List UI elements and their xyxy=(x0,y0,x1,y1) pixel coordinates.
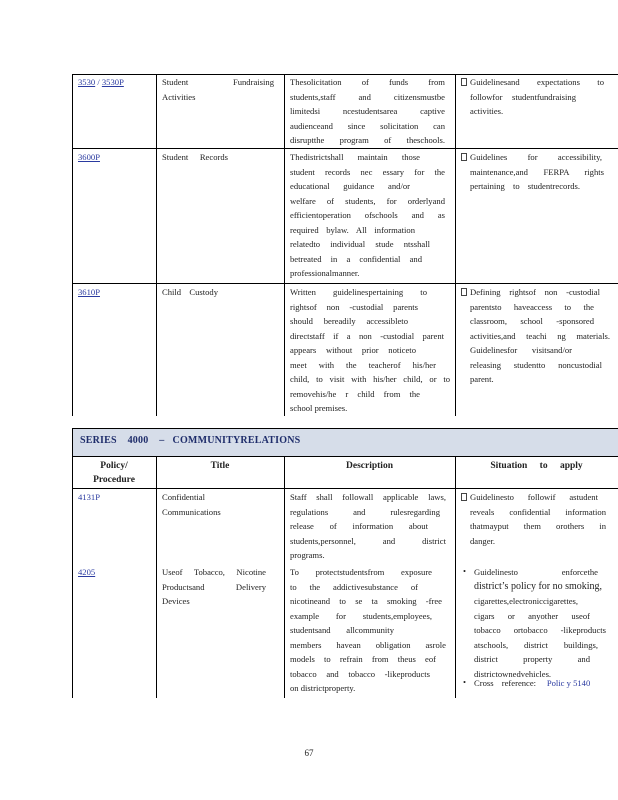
page-number: 67 xyxy=(304,748,314,758)
text-line: Student Records xyxy=(162,152,228,162)
text-line: Thedistrictshall maintain those xyxy=(290,152,420,162)
text-line: removehis/he r child from the xyxy=(290,388,420,399)
description-cell xyxy=(290,150,445,281)
title-cell xyxy=(162,75,274,104)
text-line: Staff shall followall applicable laws, xyxy=(290,492,446,502)
situation-cell xyxy=(470,285,610,387)
text-line: maintenance,and FERPA rights xyxy=(470,166,604,177)
text-line: Guidelines for accessibility, xyxy=(470,152,602,162)
policy-code-cell xyxy=(78,490,154,505)
description-cell xyxy=(290,285,452,416)
row-line xyxy=(72,283,618,284)
policy-code-cell xyxy=(78,285,154,300)
text-line: audienceand since solicitation can xyxy=(290,120,445,131)
text-line: directstaff if a non -custodial parent xyxy=(290,330,444,341)
title-cell xyxy=(162,565,266,609)
text-line: releasing studentto noncustodial xyxy=(470,359,602,370)
text-line: models to refrain from theus eof xyxy=(290,654,436,664)
text-line: district’s policy for no smoking, xyxy=(474,580,603,592)
text-line: programs. xyxy=(290,550,325,560)
cross-reference-label: Cross reference: xyxy=(474,678,537,688)
text-line: limitedsi ncestudentsarea captive xyxy=(290,106,445,116)
text-line: districtownedvehicles. xyxy=(474,668,552,679)
text-line: Guidelinesto enforcethe xyxy=(474,567,598,577)
text-line: pertaining to studentrecords. xyxy=(470,181,580,191)
text-line: classroom, school -sponsored xyxy=(470,316,594,326)
description-cell xyxy=(290,75,445,148)
text-line: studentsand allcommunity xyxy=(290,625,394,635)
text-line: example for students,employees, xyxy=(290,610,432,621)
header-text: Policy/ xyxy=(100,461,128,471)
policy-link[interactable]: 3610P xyxy=(78,287,100,297)
header-situation: Situation to apply xyxy=(490,461,583,471)
text-line: atschools, district buildings, xyxy=(474,639,598,650)
text-line: Guidelinesand expectations to xyxy=(470,77,604,87)
text-line: child, to visit with his/her child, or to xyxy=(290,374,450,384)
series-number: 4000 xyxy=(127,435,149,446)
policy-link[interactable]: 3530 xyxy=(78,77,96,87)
text-line: cigars or anyother useof xyxy=(474,610,590,621)
text-line: Activities xyxy=(162,91,196,102)
situation-cell xyxy=(470,75,604,119)
header-text: Procedure xyxy=(93,475,135,485)
text-line: nicotineand to se ta smoking -free xyxy=(290,596,442,606)
text-line: To protectstudentsfrom exposure xyxy=(290,567,432,577)
box-bullet-icon xyxy=(461,153,467,161)
policy-code-cell xyxy=(78,150,154,165)
text-line: activities,and teachi ng materials. xyxy=(470,330,610,341)
text-line: should bereadily accessibleto xyxy=(290,316,408,326)
text-line: school premises. xyxy=(290,403,348,413)
text-line: on districtproperty. xyxy=(290,683,356,693)
text-line: efficientoperation ofschools and as xyxy=(290,210,445,220)
header-title: Title xyxy=(210,461,230,471)
text-line: disruptthe program of theschools. xyxy=(290,135,445,145)
row-line xyxy=(72,488,618,489)
header-policy xyxy=(72,459,156,487)
text-line: relatedto individual stude ntsshall xyxy=(290,239,430,249)
text-line: appears without prior noticeto xyxy=(290,345,416,355)
text-line: regulations and rulesregarding xyxy=(290,506,440,517)
col-line xyxy=(284,74,285,416)
policy-code: 4131P xyxy=(78,492,100,502)
text-line: Guidelinesfor visitsand/or xyxy=(470,345,572,355)
text-line: students,personnel, and district xyxy=(290,535,446,546)
cross-reference-link[interactable]: Polic y 5140 xyxy=(546,678,591,688)
text-line: professionalmanner. xyxy=(290,268,360,278)
col-line xyxy=(156,74,157,416)
text-line: district property and xyxy=(474,654,590,664)
text-line: tobacco ortobacco -likeproducts xyxy=(474,625,606,635)
text-line: Thesolicitation of funds from xyxy=(290,77,445,87)
round-bullet-icon: • xyxy=(463,677,467,687)
title-cell xyxy=(162,150,228,165)
situation-cell xyxy=(470,150,604,194)
text-line: to the addictivesubstance of xyxy=(290,581,418,592)
col-line xyxy=(284,456,285,698)
col-line xyxy=(72,74,73,416)
col-line xyxy=(455,74,456,416)
text-line: Communications xyxy=(162,506,221,517)
description-cell xyxy=(290,490,446,563)
title-cell xyxy=(162,285,218,300)
box-bullet-icon xyxy=(461,493,467,501)
text-line: cigarettes,electroniccigarettes, xyxy=(474,596,579,606)
text-line: meet with the teacherof his/her xyxy=(290,359,436,370)
text-line: Productsand Delivery xyxy=(162,581,266,592)
text-line: betreated in a confidential and xyxy=(290,253,422,264)
text-line: Devices xyxy=(162,596,190,606)
row-line xyxy=(72,456,618,457)
text-line: Confidential xyxy=(162,492,205,502)
box-bullet-icon xyxy=(461,78,467,86)
policy-link[interactable]: 3600P xyxy=(78,152,100,162)
series-dash: – xyxy=(159,435,165,446)
text-line: students,staff and citizensmustbe xyxy=(290,91,445,102)
text-line: activities. xyxy=(470,106,504,116)
policy-link[interactable]: 3530P xyxy=(101,77,124,87)
text-line: Defining rightsof non -custodial xyxy=(470,287,600,297)
text-line: educational guidance and/or xyxy=(290,181,410,191)
cross-reference xyxy=(474,676,618,691)
series-name: COMMUNITYRELATIONS xyxy=(172,435,301,446)
text-line: required bylaw. All information xyxy=(290,224,415,235)
policy-code-cell xyxy=(78,565,154,580)
text-line: Useof Tobacco, Nicotine xyxy=(162,567,266,577)
title-cell xyxy=(162,490,274,519)
text-line: followfor studentfundraising xyxy=(470,91,576,102)
header-description: Description xyxy=(346,461,393,471)
series-label: SERIES xyxy=(80,435,117,446)
policy-code-cell xyxy=(78,75,154,90)
situation-cell xyxy=(470,490,606,548)
col-line xyxy=(455,456,456,698)
text-line: members havean obligation asrole xyxy=(290,639,446,650)
text-line: reveals confidential information xyxy=(470,506,606,517)
policy-code-separator: / xyxy=(95,77,102,87)
text-line: thatmayput them orothers in xyxy=(470,521,606,531)
situation-cell xyxy=(474,565,618,681)
policy-link[interactable]: 4205 xyxy=(78,567,96,577)
row-line xyxy=(72,428,618,429)
text-line: release of information about xyxy=(290,521,428,531)
series-heading xyxy=(80,435,300,446)
text-line: rightsof non -custodial parents xyxy=(290,301,418,312)
text-line: welfare of students, for orderlyand xyxy=(290,195,445,206)
text-line: Guidelinesto followif astudent xyxy=(470,492,598,502)
box-bullet-icon xyxy=(461,288,467,296)
text-line: tobacco and tobacco -likeproducts xyxy=(290,668,430,679)
row-line xyxy=(72,148,618,149)
text-line: parent. xyxy=(470,374,494,384)
text-line: Student Fundraising xyxy=(162,77,274,87)
text-line: student records nec essary for the xyxy=(290,166,445,177)
description-cell xyxy=(290,565,446,696)
text-line: parentsto haveaccess to the xyxy=(470,301,594,312)
text-line: Written guidelinespertaining to xyxy=(290,287,427,297)
text-line: danger. xyxy=(470,535,496,546)
text-line: Child Custody xyxy=(162,287,218,297)
col-line xyxy=(156,456,157,698)
round-bullet-icon: • xyxy=(463,566,467,576)
